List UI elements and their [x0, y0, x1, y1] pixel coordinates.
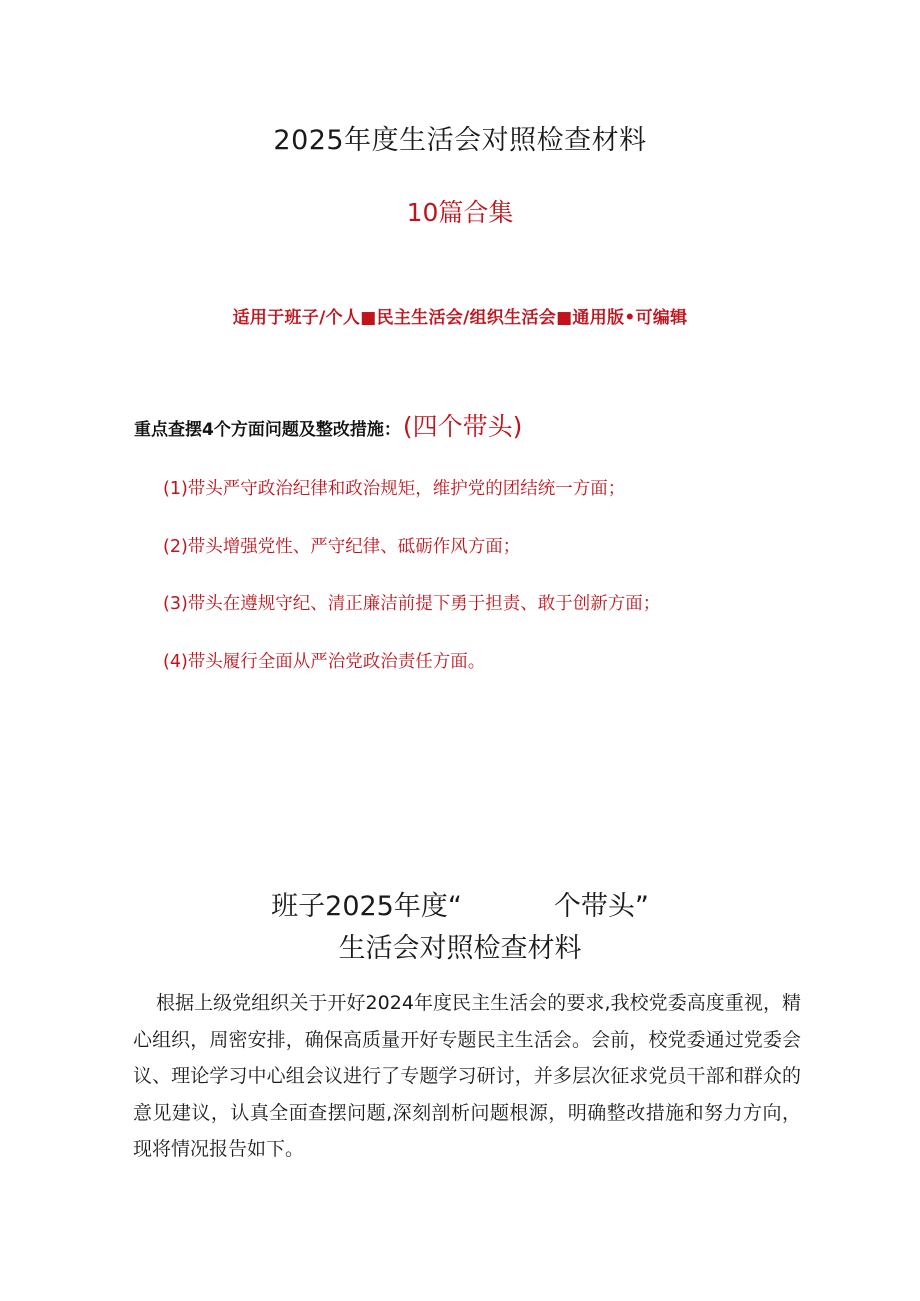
scope-line: 适用于班子/个人■民主生活会/组织生活会■通用版•可编辑: [232, 308, 688, 328]
cover-subtitle: 10篇合集: [406, 198, 514, 227]
focus-item-4: (4)带头履行全面从严治党政治责任方面。: [163, 651, 486, 672]
intro-paragraph: 根据上级党组织关于开好2024年度民主生活会的要求,我校党委高度重视，精心组织，周密安排，确保高质量开好专题民主生活会。会前，校党委通过党委会议、理论学习中心组会议进行了专题学习研讨，并多层次征求党员干部和群众的意见建议，认真全面查摆问题,深刻剖析问题根源，明确整改措施和努力方向，现将情况报告如下。: [133, 992, 801, 1160]
cover-title: 2025年度生活会对照检查材料: [273, 125, 647, 156]
focus-heading-highlight: (四个带头): [402, 412, 523, 441]
focus-heading-text: 重点查摆4个方面问题及整改措施：: [134, 420, 401, 440]
focus-item-list: [163, 477, 660, 707]
document-title-part-2: 个带头”: [553, 891, 649, 922]
document-title-line-1: [0, 886, 920, 928]
document-title-part-1: 班子2025年度“: [271, 891, 462, 922]
focus-item-2: (2)带头增强党性、严守纪律、砥砺作风方面；: [163, 536, 521, 557]
focus-item-1: (1)带头严守政治纪律和政治规矩，维护党的团结统一方面；: [163, 479, 626, 499]
focus-heading: [134, 407, 522, 443]
document-title-line-2: 生活会对照检查材料: [338, 933, 582, 964]
focus-item-3: (3)带头在遵规守纪、清正廉洁前提下勇于担责、敢于创新方面；: [163, 594, 661, 614]
document-title: [0, 886, 920, 970]
